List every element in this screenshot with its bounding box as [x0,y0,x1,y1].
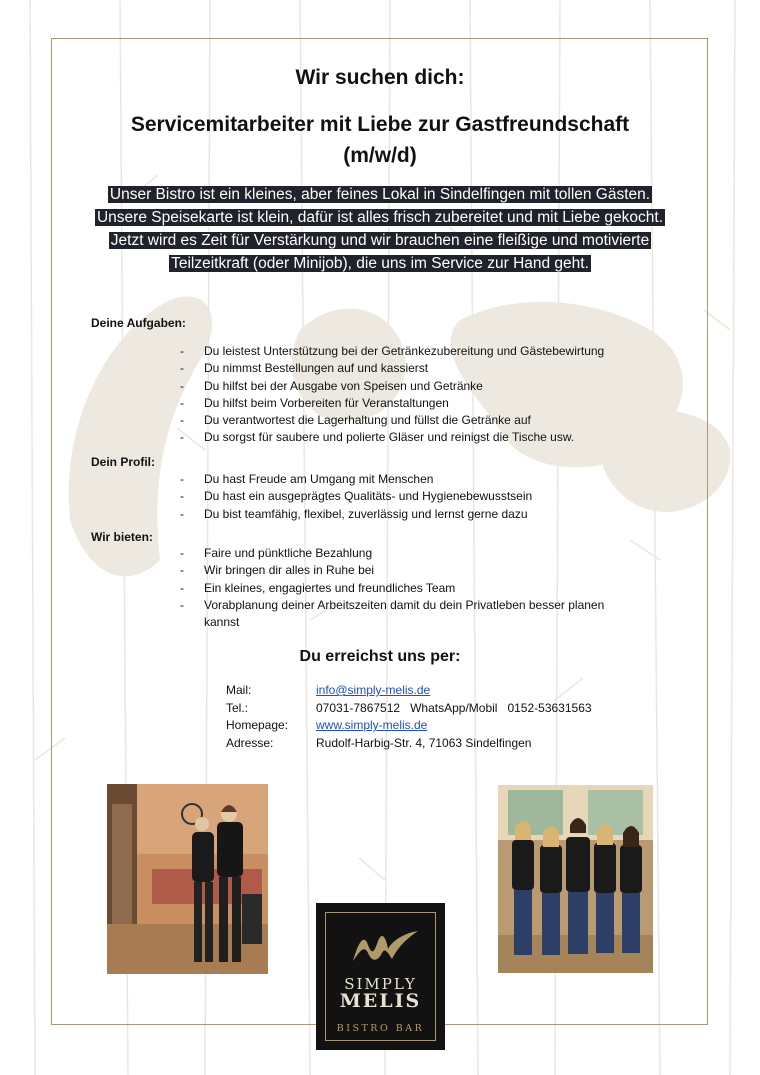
contact-block [226,682,592,752]
gender-note: (m/w/d) [343,144,417,167]
mail-link[interactable]: info@simply-melis.de [316,683,431,697]
logo-line-melis: MELIS [339,990,422,1012]
list-item: - Vorabplanung deiner Arbeitszeiten damit du dein Privatleben besser planen kannst [180,597,634,632]
section-heading-profil: Dein Profil: [91,455,156,469]
intro-line: Unser Bistro ist ein kleines, aber feines Lokal in Sindelfingen mit tollen Gästen. [109,186,651,203]
list-item: - Du verantwortest die Lagerhaltung und füllst die Getränke auf [180,412,650,429]
intro-line: Jetzt wird es Zeit für Verstärkung und wir brauchen eine fleißige und motivierte Teilzeitkraft (oder Minijob), die uns im Service zur Hand geht. [110,232,650,272]
team-photo-left [107,784,268,974]
list-item: - Du hilfst beim Vorbereiten für Veranstaltungen [180,395,650,412]
contact-row-address [226,735,592,753]
list-item: - Du leistest Unterstützung bei der Getränkezubereitung und Gästebewirtung [180,343,650,360]
list-item: - Du hilfst bei der Ausgabe von Speisen und Getränke [180,378,650,395]
list-item: - Du bist teamfähig, flexibel, zuverlässig und lernst gerne dazu [180,506,650,523]
bieten-list [180,545,650,631]
list-item: - Ein kleines, engagiertes und freundliches Team [180,580,650,597]
list-item: - Du nimmst Bestellungen auf und kassierst [180,360,650,377]
contact-row-tel [226,700,592,718]
homepage-link[interactable]: www.simply-melis.de [316,718,428,732]
logo-border [325,912,436,1041]
section-heading-bieten: Wir bieten: [91,530,153,544]
homepage-label: Homepage: [226,718,289,732]
tel-value: 07031-7867512 WhatsApp/Mobil 0152-53631563 [316,700,592,715]
mail-label: Mail: [226,683,252,697]
list-item: - Wir bringen dir alles in Ruhe bei [180,562,650,579]
contact-row-mail [226,682,592,700]
list-item: - Du hast Freude am Umgang mit Menschen [180,471,650,488]
address-label: Adresse: [226,735,274,750]
headline: Wir suchen dich: [295,66,465,89]
intro-line: Unsere Speisekarte ist klein, dafür ist alles frisch zubereitet und mit Liebe gekocht. [96,209,664,226]
list-item: - Faire und pünktliche Bezahlung [180,545,650,562]
contact-row-homepage [226,717,592,735]
contact-heading: Du erreichst uns per: [299,648,461,665]
profil-list [180,471,650,523]
tel-label: Tel.: [226,700,249,715]
list-item: - Du hast ein ausgeprägtes Qualitäts- und Hygienebewusstsein [180,488,650,505]
logo-line-bistro-bar: BISTRO BAR [336,1023,425,1034]
job-title: Servicemitarbeiter mit Liebe zur Gastfreundschaft [130,113,630,136]
logo-line-simply: SIMPLY [344,975,417,993]
simply-melis-logo [316,903,445,1050]
section-heading-aufgaben: Deine Aufgaben: [91,316,186,330]
intro-banner [70,183,690,275]
aufgaben-list [180,343,650,447]
team-photo-right [498,785,653,973]
address-value: Rudolf-Harbig-Str. 4, 71063 Sindelfingen [316,735,532,750]
list-item: - Du sorgst für saubere und polierte Gläser und reinigst die Tische usw. [180,429,650,446]
logo-m-brush-icon [348,923,423,968]
